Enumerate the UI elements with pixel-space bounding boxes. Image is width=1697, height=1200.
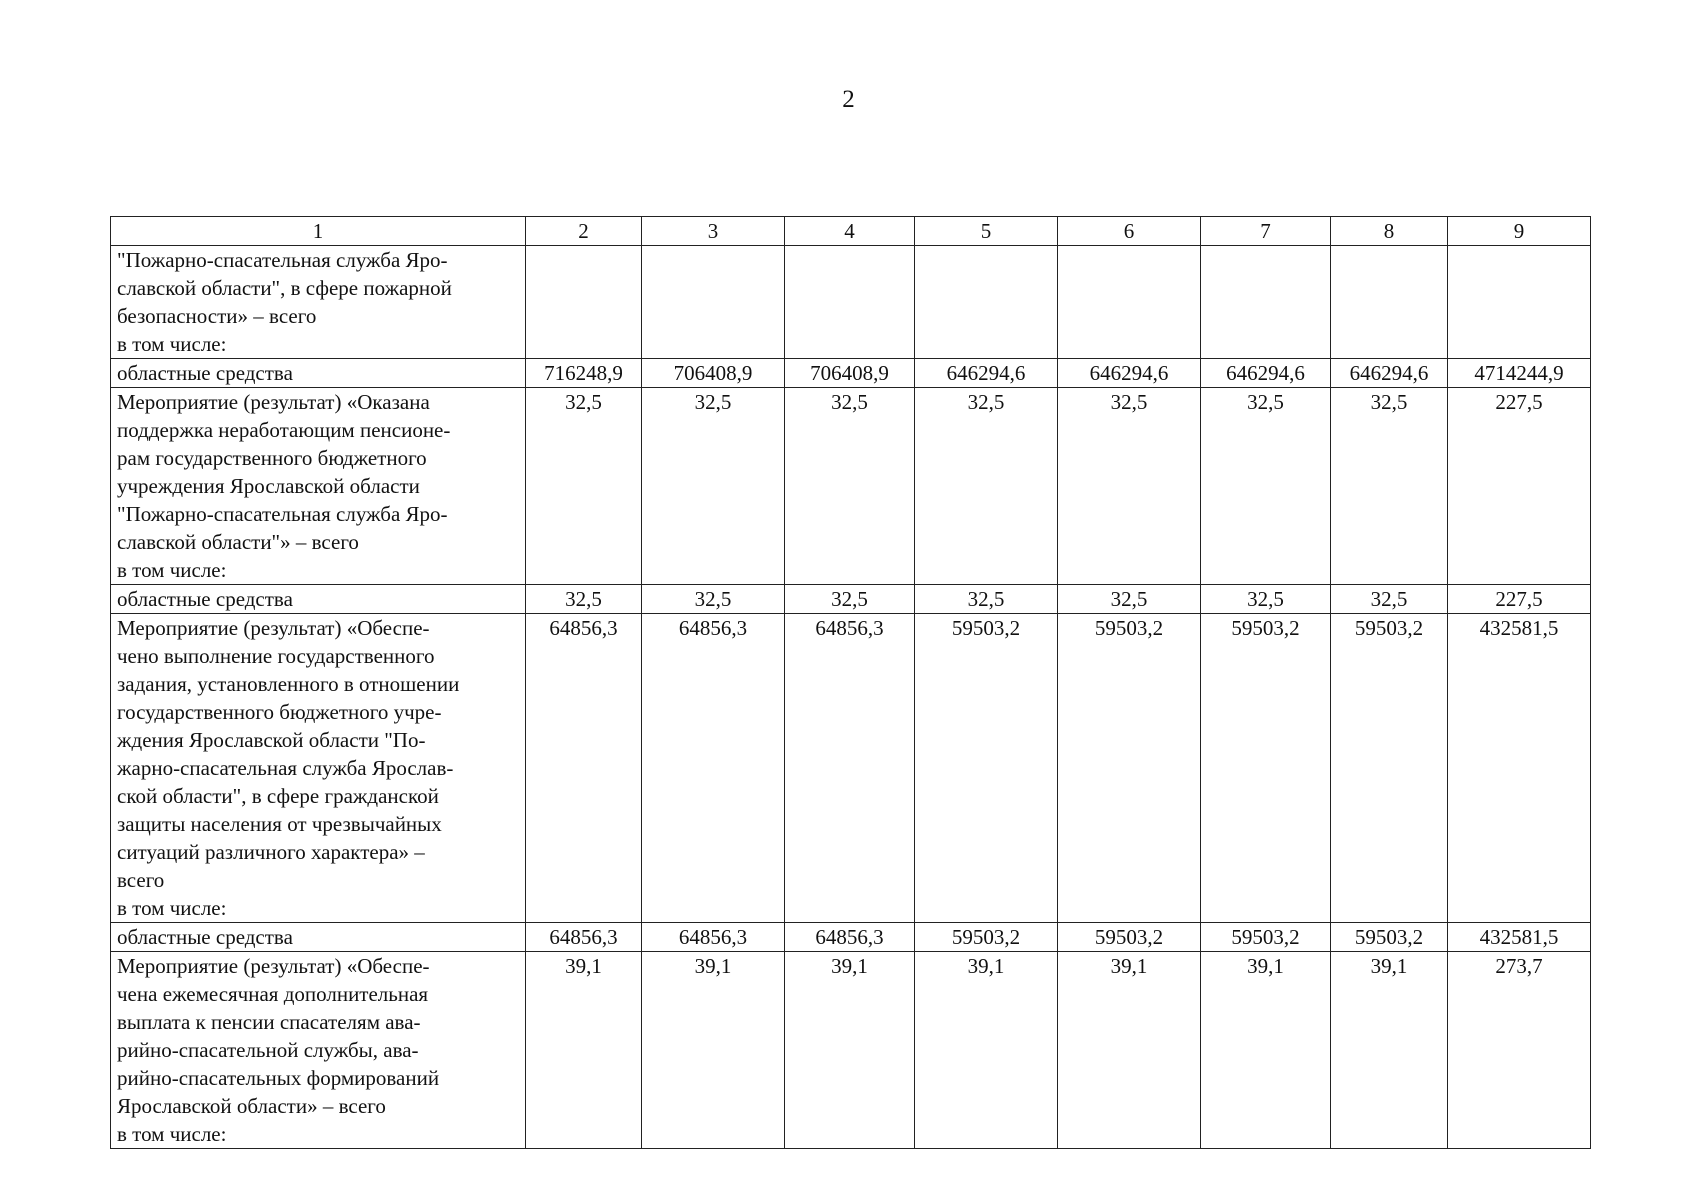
value-cell: 227,5 bbox=[1448, 388, 1591, 585]
column-number: 6 bbox=[1058, 217, 1201, 246]
value-cell: 39,1 bbox=[915, 952, 1058, 1149]
table-row bbox=[111, 952, 1591, 1149]
value-cell: 646294,6 bbox=[1331, 359, 1448, 388]
value-cell: 646294,6 bbox=[915, 359, 1058, 388]
value-cell: 59503,2 bbox=[1058, 923, 1201, 952]
value-cell: 32,5 bbox=[526, 585, 642, 614]
column-number: 9 bbox=[1448, 217, 1591, 246]
value-cell: 32,5 bbox=[915, 585, 1058, 614]
value-cell bbox=[1331, 246, 1448, 359]
value-cell: 32,5 bbox=[1201, 585, 1331, 614]
table-row bbox=[111, 388, 1591, 585]
value-cell: 32,5 bbox=[1058, 388, 1201, 585]
value-cell: 716248,9 bbox=[526, 359, 642, 388]
value-cell bbox=[785, 246, 915, 359]
value-cell: 39,1 bbox=[1201, 952, 1331, 1149]
value-cell: 646294,6 bbox=[1058, 359, 1201, 388]
page-number: 2 bbox=[842, 86, 855, 113]
column-number: 3 bbox=[642, 217, 785, 246]
value-cell: 59503,2 bbox=[915, 923, 1058, 952]
value-cell: 646294,6 bbox=[1201, 359, 1331, 388]
table-row bbox=[111, 359, 1591, 388]
value-cell: 64856,3 bbox=[785, 923, 915, 952]
row-name-cell: областные средства bbox=[111, 585, 526, 614]
value-cell: 39,1 bbox=[1331, 952, 1448, 1149]
value-cell: 59503,2 bbox=[915, 614, 1058, 923]
value-cell: 32,5 bbox=[1058, 585, 1201, 614]
value-cell: 39,1 bbox=[1058, 952, 1201, 1149]
value-cell: 39,1 bbox=[526, 952, 642, 1149]
value-cell bbox=[1448, 246, 1591, 359]
value-cell: 32,5 bbox=[1331, 388, 1448, 585]
table-row bbox=[111, 246, 1591, 359]
value-cell: 32,5 bbox=[642, 388, 785, 585]
value-cell bbox=[526, 246, 642, 359]
value-cell: 59503,2 bbox=[1331, 923, 1448, 952]
value-cell: 32,5 bbox=[1331, 585, 1448, 614]
value-cell: 64856,3 bbox=[785, 614, 915, 923]
value-cell: 64856,3 bbox=[526, 614, 642, 923]
value-cell: 32,5 bbox=[1201, 388, 1331, 585]
value-cell: 32,5 bbox=[785, 388, 915, 585]
row-name-cell: "Пожарно-спасательная служба Яро- славской области", в сфере пожарной безопасности» – всего в том числе: bbox=[111, 246, 526, 359]
column-number-row bbox=[111, 217, 1591, 246]
value-cell: 59503,2 bbox=[1201, 614, 1331, 923]
value-cell: 39,1 bbox=[785, 952, 915, 1149]
value-cell: 59503,2 bbox=[1201, 923, 1331, 952]
column-number: 8 bbox=[1331, 217, 1448, 246]
value-cell bbox=[1201, 246, 1331, 359]
value-cell: 273,7 bbox=[1448, 952, 1591, 1149]
value-cell: 32,5 bbox=[642, 585, 785, 614]
value-cell: 432581,5 bbox=[1448, 614, 1591, 923]
value-cell: 64856,3 bbox=[526, 923, 642, 952]
column-number: 2 bbox=[526, 217, 642, 246]
column-number: 7 bbox=[1201, 217, 1331, 246]
value-cell: 4714244,9 bbox=[1448, 359, 1591, 388]
value-cell: 39,1 bbox=[642, 952, 785, 1149]
value-cell: 32,5 bbox=[915, 388, 1058, 585]
table-body bbox=[111, 217, 1591, 1149]
value-cell: 64856,3 bbox=[642, 923, 785, 952]
table-row bbox=[111, 614, 1591, 923]
value-cell bbox=[642, 246, 785, 359]
value-cell bbox=[915, 246, 1058, 359]
table-row bbox=[111, 923, 1591, 952]
value-cell: 64856,3 bbox=[642, 614, 785, 923]
value-cell bbox=[1058, 246, 1201, 359]
row-name-cell: Мероприятие (результат) «Обеспе- чено выполнение государственного задания, установленного в отношении государственного бюджетного учре- ждения Ярославской области "По- жарно-спасательная служба Ярослав- ской области", в сфере гражданской защиты населения от чрезвычайных ситуаций различного характера» – всего в том числе: bbox=[111, 614, 526, 923]
value-cell: 227,5 bbox=[1448, 585, 1591, 614]
value-cell: 59503,2 bbox=[1331, 614, 1448, 923]
row-name-cell: Мероприятие (результат) «Обеспе- чена ежемесячная дополнительная выплата к пенсии спасателям ава- рийно-спасательной службы, ава- рийно-спасательных формирований Ярославской области» – всего в том числе: bbox=[111, 952, 526, 1149]
value-cell: 706408,9 bbox=[642, 359, 785, 388]
row-name-cell: областные средства bbox=[111, 359, 526, 388]
column-number: 5 bbox=[915, 217, 1058, 246]
value-cell: 32,5 bbox=[785, 585, 915, 614]
value-cell: 706408,9 bbox=[785, 359, 915, 388]
table-row bbox=[111, 585, 1591, 614]
value-cell: 32,5 bbox=[526, 388, 642, 585]
row-name-cell: Мероприятие (результат) «Оказана поддержка неработающим пенсионе- рам государственного бюджетного учреждения Ярославской области "Пожарно-спасательная служба Яро- славской области"» – всего в том числе: bbox=[111, 388, 526, 585]
column-number: 4 bbox=[785, 217, 915, 246]
column-number: 1 bbox=[111, 217, 526, 246]
value-cell: 432581,5 bbox=[1448, 923, 1591, 952]
budget-table bbox=[110, 216, 1591, 1149]
row-name-cell: областные средства bbox=[111, 923, 526, 952]
value-cell: 59503,2 bbox=[1058, 614, 1201, 923]
